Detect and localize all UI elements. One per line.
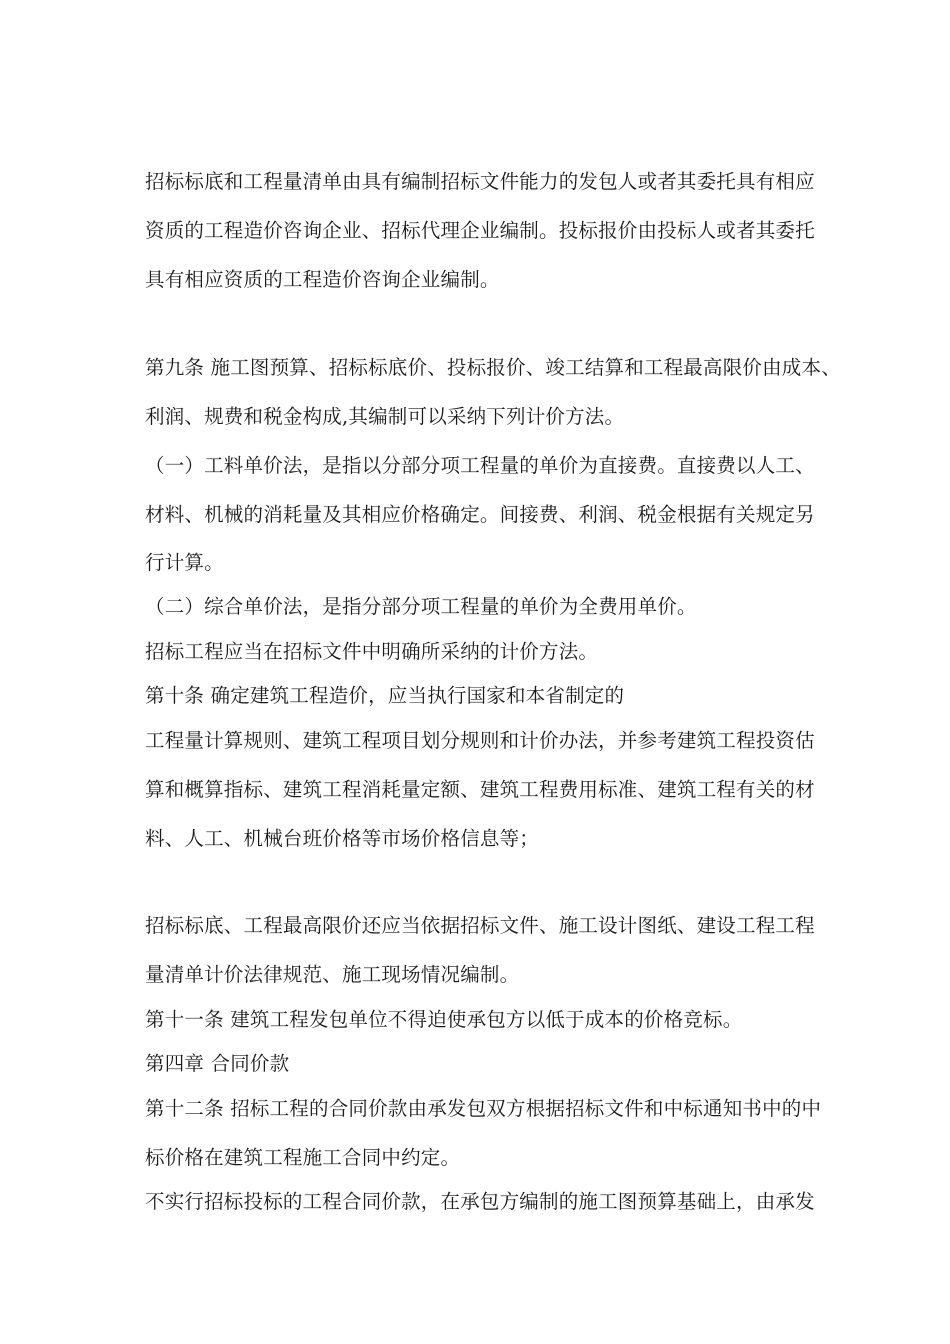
paragraph-line: 量清单计价法律规范、施工现场情况编制。 [145, 963, 520, 986]
paragraph-line: 行计算。 [145, 551, 224, 574]
paragraph-line: 利润、规费和税金构成,其编制可以采纳下列计价方法。 [145, 405, 625, 428]
article-heading-line: 第九条 施工图预算、招标标底价、投标报价、竣工结算和工程最高限价由成本、 [145, 356, 841, 379]
list-item-line: （一）工料单价法，是指以分部分项工程量的单价为直接费。直接费以人工、 [145, 454, 815, 477]
paragraph-line: 招标标底、工程最高限价还应当依据招标文件、施工设计图纸、建设工程工程 [145, 914, 815, 937]
paragraph-line: 工程量计算规则、建筑工程项目划分规则和计价办法，并参考建筑工程投资估 [145, 729, 815, 752]
paragraph-line: 材料、机械的消耗量及其相应价格确定。间接费、利润、税金根据有关规定另 [145, 503, 815, 526]
chapter-heading: 第四章 合同价款 [145, 1052, 290, 1075]
paragraph-line: 不实行招标投标的工程合同价款，在承包方编制的施工图预算基础上，由承发 [145, 1190, 815, 1213]
article-heading-line: 第十条 确定建筑工程造价，应当执行国家和本省制定的 [145, 684, 625, 707]
list-item-line: （二）综合单价法，是指分部分项工程量的单价为全费用单价。 [145, 595, 697, 618]
paragraph-line: 具有相应资质的工程造价咨询企业编制。 [145, 268, 500, 291]
paragraph-line: 招标工程应当在招标文件中明确所采纳的计价方法。 [145, 640, 599, 663]
paragraph-line: 标价格在建筑工程施工合同中约定。 [145, 1146, 461, 1169]
paragraph-line: 料、人工、机械台班价格等市场价格信息等； [145, 827, 540, 850]
paragraph-line: 资质的工程造价咨询企业、招标代理企业编制。投标报价由投标人或者其委托 [145, 219, 815, 242]
article-heading-line: 第十一条 建筑工程发包单位不得迫使承包方以低于成本的价格竞标。 [145, 1008, 743, 1031]
paragraph-line: 算和概算指标、建筑工程消耗量定额、建筑工程费用标准、建筑工程有关的材 [145, 778, 815, 801]
paragraph-line: 招标标底和工程量清单由具有编制招标文件能力的发包人或者其委托具有相应 [145, 170, 815, 193]
article-heading-line: 第十二条 招标工程的合同价款由承发包双方根据招标文件和中标通知书中的中 [145, 1097, 822, 1120]
